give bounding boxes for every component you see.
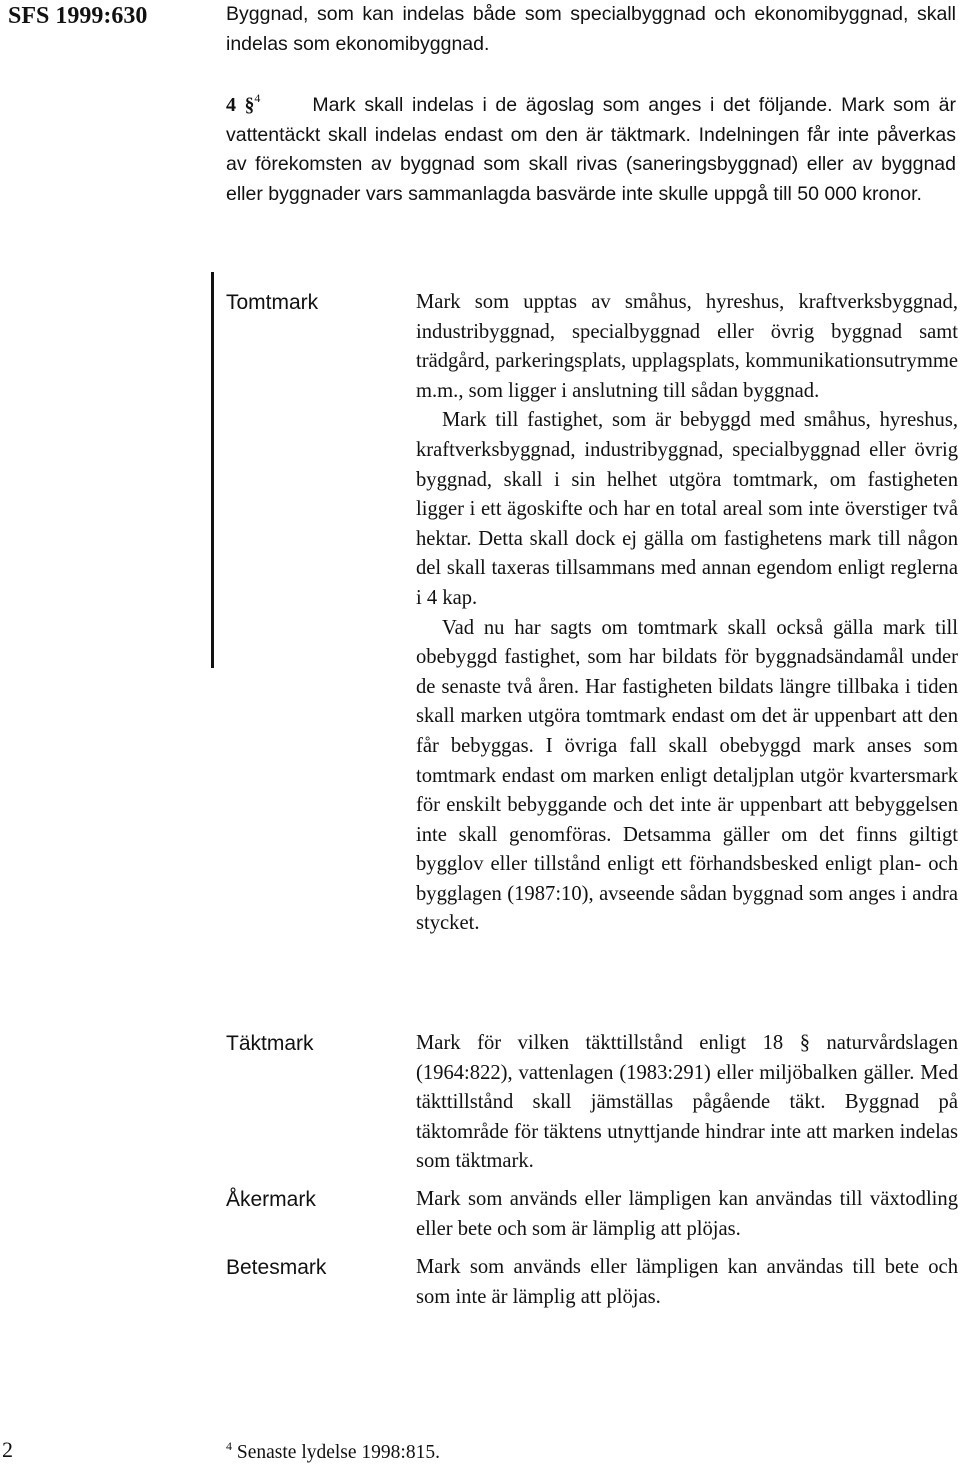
sfs-code: SFS 1999:630 xyxy=(8,3,148,29)
section-4 xyxy=(226,84,956,210)
page-number: 2 xyxy=(2,1437,13,1462)
definition-tomtmark xyxy=(416,288,958,939)
intro-paragraph-1 xyxy=(226,0,956,59)
section-4-body: Mark skall indelas i de ägoslag som anges i det följande. Mark som är vattentäckt skall indelas endast om den är täktmark. Indelningen får inte påverkas av förekomsten av byggnad som skall rivas (saneringsbyggnad) eller av byggnad eller byggnader vars sammanlagda basvärde inte skulle uppgå till 50 000 kronor. xyxy=(226,94,956,206)
change-bar xyxy=(211,272,214,668)
definition-paragraph: Mark för vilken täkttillstånd enligt 18 § naturvårdslagen (1964:822), vattenlagen (1983:291) eller miljöbalken gäller. Med täkttillstånd skall jämställas pågående täkt. Byggnad på täktområde för täktens utnyttjande hindrar inte att marken indelas som täktmark. xyxy=(416,1032,958,1173)
definition-paragraph: Mark till fastighet, som är bebyggd med småhus, hyreshus, kraftverksbyggnad, industribyggnad, specialbyggnad eller övrig byggnad, skall i sin helhet utgöra tomtmark, om fastigheten ligger i ett ägoskifte och har en total areal som inte överstiger två hektar. Detta skall dock ej gälla om fastighetens mark till någon del skall taxeras tillsammans med annan egendom enligt reglerna i 4 kap. xyxy=(416,409,958,609)
section-number: 4 xyxy=(226,94,236,116)
footnote-marker: 4 xyxy=(226,1439,232,1453)
intro-text-1: Byggnad, som kan indelas både som specialbyggnad och ekonomibyggnad, skall indelas som ekonomibyggnad. xyxy=(226,3,956,55)
footnote-text: Senaste lydelse 1998:815. xyxy=(236,1442,440,1463)
definition-paragraph: Vad nu har sagts om tomtmark skall också gälla mark till obebyggd fastighet, som har bildats för byggnadsändamål under de senaste två åren. Har fastigheten bildats längre tillbaka i tiden skall marken utgöra tomtmark endast om det är uppenbart att den får bebyggas. I övriga fall skall obebyggd mark anses som tomtmark endast om marken enligt detaljplan utgör kvartersmark för enskilt bebyggande och det inte är uppenbart att bebyggelsen inte skall genomföras. Detsamma gäller om det finns giltigt bygglov eller tillstånd enligt ett förhandsbesked enligt plan- och bygglagen (1987:10), avseende sådan byggnad som anges i andra stycket. xyxy=(416,616,958,935)
footnote xyxy=(226,1432,440,1467)
section-footnote-marker: 4 xyxy=(254,91,261,105)
definition-betesmark xyxy=(416,1253,958,1312)
section-4-text xyxy=(226,84,956,210)
definition-paragraph: Mark som används eller lämpligen kan användas till växtodling eller bete och som är lämplig att plöjas. xyxy=(416,1188,958,1240)
term-akermark: Åkermark xyxy=(226,1188,316,1211)
definition-paragraph: Mark som används eller lämpligen kan användas till bete och som inte är lämplig att plöjas. xyxy=(416,1256,958,1308)
section-sign: § xyxy=(244,95,255,116)
term-betesmark: Betesmark xyxy=(226,1256,327,1279)
term-tomtmark: Tomtmark xyxy=(226,291,319,314)
definition-akermark xyxy=(416,1185,958,1244)
definition-paragraph: Mark som upptas av småhus, hyreshus, kraftverksbyggnad, industribyggnad, specialbyggnad eller övrig byggnad samt trädgård, parkeringsplats, upplagsplats, kommunikationsutrymme m.m., som ligger i anslutning till sådan byggnad. xyxy=(416,291,958,402)
term-taktmark: Täktmark xyxy=(226,1032,314,1055)
definition-taktmark xyxy=(416,1029,958,1177)
